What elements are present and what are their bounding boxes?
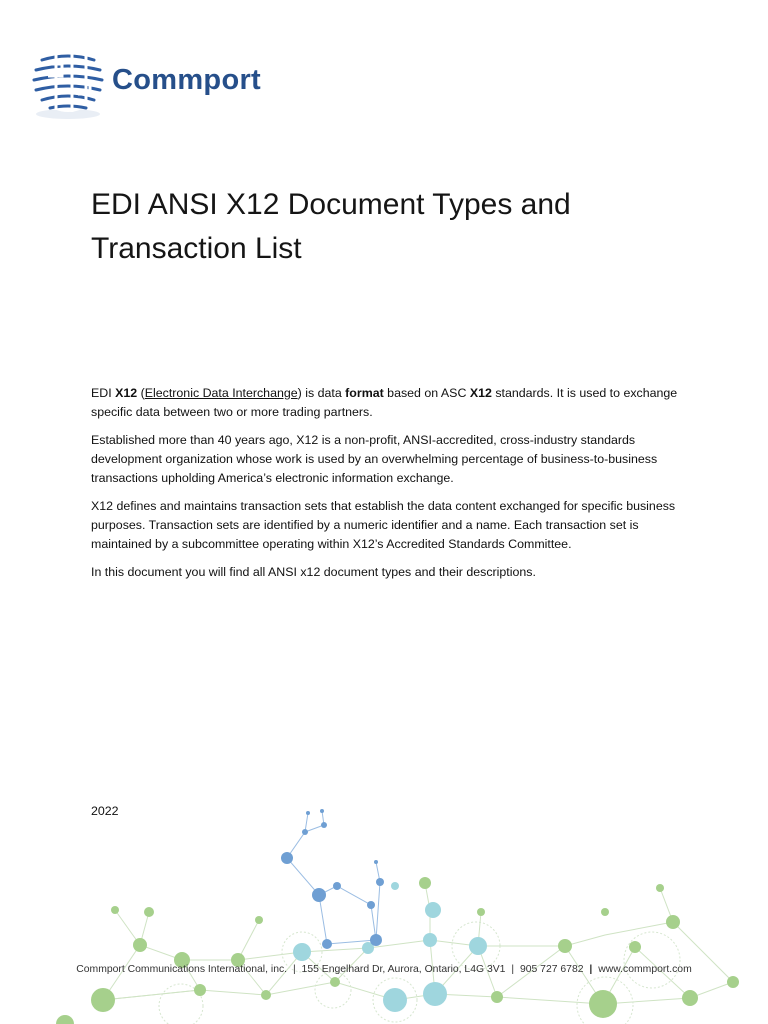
- intro-paragraph-1: EDI X12 (Electronic Data Interchange) is data format based on ASC X12 standards. It is used to exchange specific data between two or more trading partners.: [91, 386, 678, 419]
- brand-name: Commport: [112, 64, 261, 96]
- commport-logo: [28, 42, 268, 122]
- footer-website-link[interactable]: www.commport.com: [598, 964, 692, 975]
- footer-separator: |: [589, 964, 593, 975]
- footer: [0, 964, 768, 975]
- footer-address: 155 Engelhard Dr, Aurora, Ontario, L4G 3V1: [301, 964, 506, 975]
- document-year: 2022: [91, 804, 119, 818]
- globe-logo-icon: [28, 42, 108, 122]
- title-line-2: Transaction List: [91, 232, 302, 265]
- document-title: [91, 183, 651, 271]
- x12-bold: X12: [115, 386, 138, 400]
- footer-separator: |: [511, 964, 515, 975]
- x12-bold-2: X12: [469, 386, 492, 400]
- intro-paragraph-2: Established more than 40 years ago, X12 is a non-profit, ANSI-accredited, cross-industry standards development organization whose work is used by an overwhelming percentage of business-to-business transactions upholding America’s electronic information exchange.: [91, 433, 658, 485]
- footer-phone: 905 727 6782: [519, 964, 584, 975]
- network-nodes-graphic: [0, 800, 768, 1024]
- footer-company: Commport Communications International, inc.: [76, 964, 288, 975]
- intro-text: [91, 384, 681, 591]
- footer-separator: |: [292, 964, 296, 975]
- format-bold: format: [345, 386, 384, 400]
- title-line-1: EDI ANSI X12 Document Types and: [91, 188, 571, 221]
- intro-paragraph-3: X12 defines and maintains transaction sets that establish the data content exchanged for specific business purposes. Transaction sets are identified by a numeric identifier and a name. Each transaction set is maintained by a subcommittee operating within X12’s Accredited Standards Committee.: [91, 499, 676, 551]
- edi-link[interactable]: Electronic Data Interchange: [144, 386, 298, 400]
- intro-paragraph-4: In this document you will find all ANSI x12 document types and their descriptions.: [91, 565, 536, 579]
